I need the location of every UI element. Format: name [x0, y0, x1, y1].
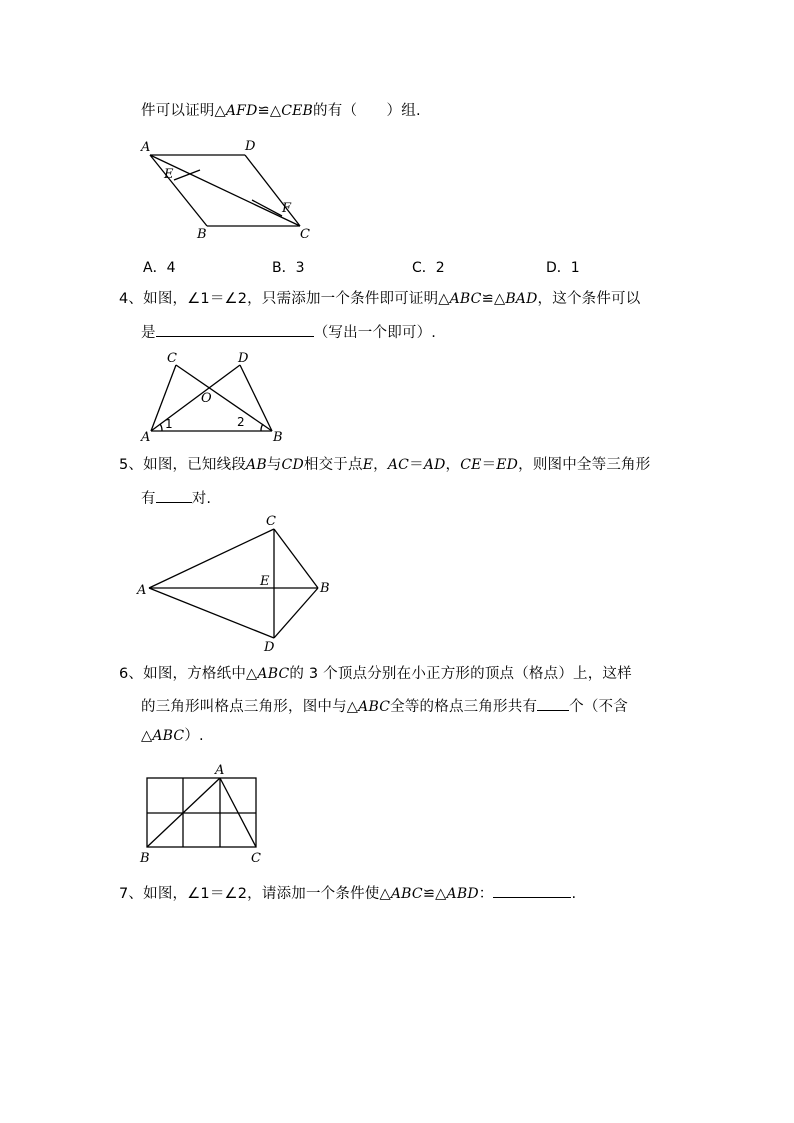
q5-text-g: 有	[141, 491, 156, 507]
q5-text-h: 对.	[191, 491, 212, 507]
q5-text-a: 5、如图，已知线段	[119, 457, 247, 473]
q5-label-c: C	[266, 514, 276, 529]
q5-segment-ed: ED	[496, 457, 519, 473]
q5-segment-cd: CD	[281, 457, 304, 473]
q3-label-e: E	[164, 167, 174, 182]
q3-option-d[interactable]: D．1	[546, 260, 580, 276]
q3-label-b: B	[197, 227, 207, 242]
q5-text-f: ，则图中全等三角形	[518, 457, 651, 473]
q5-point-e: E	[362, 457, 374, 473]
q5-segment-ce: CE	[460, 457, 482, 473]
q6-text-d: 全等的格点三角形共有	[390, 699, 538, 715]
q4-angle-1-label: 1	[165, 417, 173, 431]
q4-label-d: D	[238, 351, 249, 366]
q5-label-d: D	[264, 640, 275, 655]
q7-triangle-abc: ABC	[390, 886, 423, 902]
q4-label-a: A	[141, 430, 151, 445]
q4-text-e: （写出一个即可）.	[313, 325, 437, 341]
q3-label-f: F	[282, 201, 292, 216]
q5-segment-ad: AD	[423, 457, 446, 473]
q6-text-c: 的三角形叫格点三角形，图中与△	[141, 699, 359, 715]
q6-label-a: A	[215, 763, 225, 778]
q4-label-c: C	[167, 351, 177, 366]
q6-label-c: C	[251, 851, 261, 866]
q5-comma-1: ，	[373, 457, 388, 473]
q3-text-c: 的有（ ）组.	[313, 103, 421, 119]
q6-triangle-abc-3: ABC	[152, 728, 185, 744]
q5-label-a: A	[137, 583, 147, 598]
q4-text-a: 4、如图，∠1＝∠2，只需添加一个条件即可证明△	[119, 291, 450, 307]
q7-answer-blank[interactable]	[493, 882, 571, 898]
q4-label-b: B	[273, 430, 283, 445]
q4-triangle-abc: ABC	[449, 291, 482, 307]
q5-text-b: 与	[266, 457, 282, 473]
q5-comma-2: ，	[445, 457, 461, 473]
q4-label-o: O	[201, 391, 212, 406]
q6-label-b: B	[140, 851, 150, 866]
q3-option-c[interactable]: C．2	[412, 260, 445, 276]
q5-equals-2: ＝	[481, 457, 497, 473]
q6-text-f: ）.	[184, 728, 204, 744]
q5-text-c: 相交于点	[303, 457, 363, 473]
q5-equals-1: ＝	[409, 457, 424, 473]
q7-colon: ：	[478, 886, 494, 902]
q7-triangle-abd: ABD	[446, 886, 479, 902]
q5-label-e: E	[260, 574, 270, 589]
q6-triangle-symbol: △	[141, 728, 153, 744]
q4-angle-2-label: 2	[237, 415, 245, 429]
q6-text-e: 个（不含	[569, 699, 628, 715]
q3-label-d: D	[245, 139, 256, 154]
q4-text-c: ，这个条件可以	[537, 291, 641, 307]
q4-congruent-symbol: ≌△	[481, 291, 506, 307]
q3-option-a[interactable]: A．4	[143, 260, 176, 276]
q7-congruent-symbol: ≌△	[422, 886, 447, 902]
q3-label-a: A	[141, 140, 151, 155]
q3-congruent-symbol: ≌△	[257, 103, 282, 119]
q7-period: .	[571, 886, 577, 902]
q7-line	[119, 882, 576, 904]
q6-triangle-abc-2: ABC	[358, 699, 391, 715]
q3-triangle-ceb: CEB	[281, 103, 314, 119]
q6-text-a: 6、如图，方格纸中△	[119, 666, 258, 682]
q6-triangle-abc-1: ABC	[257, 666, 290, 682]
q3-text-a: 件可以证明△	[141, 103, 226, 119]
q5-segment-ac: AC	[387, 457, 410, 473]
q3-option-b[interactable]: B．3	[272, 260, 305, 276]
q6-text-b: 的 3 个顶点分别在小正方形的顶点（格点）上，这样	[289, 666, 632, 682]
q7-text-a: 7、如图，∠1＝∠2，请添加一个条件使△	[119, 886, 391, 902]
q4-triangle-bad: BAD	[505, 291, 538, 307]
q4-text-d: 是	[141, 325, 156, 341]
q5-segment-ab: AB	[246, 457, 267, 473]
q3-triangle-afd: AFD	[225, 103, 258, 119]
q3-label-c: C	[300, 227, 310, 242]
q5-label-b: B	[320, 581, 330, 596]
